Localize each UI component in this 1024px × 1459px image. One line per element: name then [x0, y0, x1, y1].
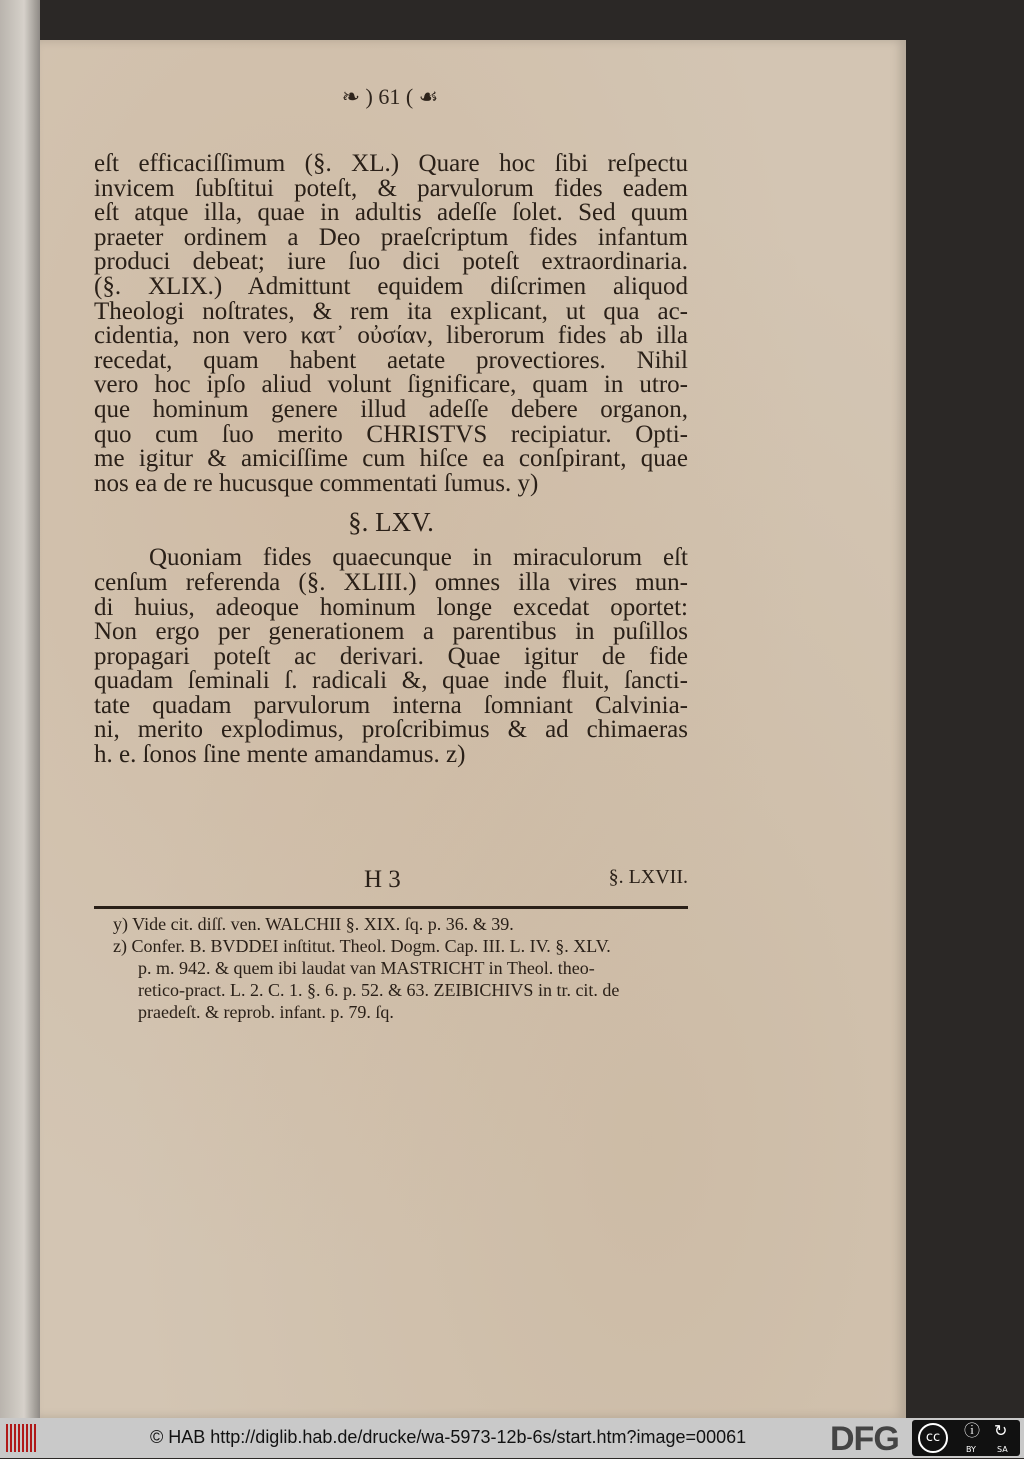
text-line: invicem ſubſtitui poteſt, & parvulorum fides eadem — [94, 174, 688, 202]
text-line: quo cum ſuo merito CHRISTVS recipiatur. Opti- — [94, 420, 688, 448]
sa-icon: ↻ — [994, 1421, 1008, 1440]
text-line: Theologi noſtrates, & rem ita explicant, ut qua ac- — [94, 297, 688, 325]
paragraph-2 — [94, 546, 688, 767]
text-line: praeter ordinem a Deo praeſcriptum fides infantum — [94, 223, 688, 251]
catchword: §. LXVII. — [608, 866, 688, 888]
sa-label: SA — [997, 1445, 1008, 1454]
text-line: quadam ſeminali ſ. radicali &, quae inde fluit, ſancti- — [94, 667, 688, 695]
text-line: eſt atque illa, quae in adultis adeſſe ſolet. Sed quum — [94, 199, 688, 227]
text-line: produci debeat; iure ſuo dici poteſt extraordinaria. — [94, 248, 688, 276]
hab-logo-icon — [6, 1424, 36, 1452]
text-line: Non ergo per generationem a parentibus in puſillos — [94, 618, 688, 646]
footnote-line: z) Confer. B. BVDDEI inſtitut. Theol. Dogm. Cap. III. L. IV. §. XLV. — [113, 936, 611, 956]
by-label: BY — [966, 1445, 976, 1454]
text-line: nos ea de re hucusque commentati ſumus. y) — [94, 469, 539, 497]
footnotes — [113, 913, 688, 1023]
by-icon: ⓘ — [964, 1421, 981, 1440]
text-line: Quoniam fides quaecunque in miraculorum eſt — [149, 544, 688, 572]
cc-icon: cc — [918, 1423, 948, 1453]
text-line: vero hoc ipſo aliud volunt ſignificare, quam in utro- — [94, 371, 688, 399]
page-number-header: ❧ ) 61 ( ☙ — [341, 84, 439, 109]
text-line: ni, merito explodimus, proſcribimus & ad chimaeras — [94, 716, 688, 744]
text-line: cidentia, non vero κατ᾽ οὐσίαν, liberorum fides ab illa — [94, 322, 688, 350]
previous-page-edge — [0, 0, 40, 1418]
dfg-logo: DFG — [830, 1420, 899, 1458]
text-line: di huius, adeoque hominum longe excedat oportet: — [94, 593, 688, 621]
footnote-line: y) Vide cit. diſſ. ven. WALCHII §. XIX. ſq. p. 36. & 39. — [113, 914, 514, 934]
text-line: que hominum genere illud adeſſe debere organon, — [94, 395, 688, 423]
footnote-line: p. m. 942. & quem ibi laudat van MASTRICHT in Theol. theo- — [138, 958, 595, 978]
section-title: §. LXV. — [348, 507, 434, 538]
text-line: h. e. ſonos ſine mente amandamus. z) — [94, 741, 466, 769]
cc-license-badge[interactable] — [912, 1420, 1020, 1456]
footnote-rule — [94, 906, 688, 909]
copyright-link[interactable]: © HAB http://diglib.hab.de/drucke/wa-5973-12b-6s/start.htm?image=00061 — [150, 1427, 747, 1447]
text-line: (§. XLIX.) Admittunt equidem diſcrimen aliquod — [94, 272, 688, 300]
text-line: propagari poteſt ac derivari. Quae igitur de fide — [94, 642, 688, 670]
page-bottom-line — [94, 866, 688, 896]
footnote-line: retico-pract. L. 2. C. 1. §. 6. p. 52. & 63. ZEIBICHIVS in tr. cit. de — [138, 980, 620, 1000]
main-text — [94, 152, 688, 768]
text-line: me igitur & amiciſſime cum hiſce ea conſpirant, quae — [94, 445, 688, 473]
viewer-footer-bar — [0, 1418, 1024, 1458]
footnote-line: praedeſt. & reprob. infant. p. 79. ſq. — [138, 1002, 394, 1022]
text-line: cenſum referenda (§. XLIII.) omnes illa vires mun- — [94, 568, 688, 596]
text-line: recedat, quam habent aetate provectiores. Nihil — [94, 346, 688, 374]
paragraph-1 — [94, 152, 688, 496]
signature-mark: H 3 — [364, 866, 401, 893]
text-line: eſt efficaciſſimum (§. XL.) Quare hoc ſibi reſpectu — [94, 150, 688, 177]
text-line: tate quadam parvulorum interna ſomniant Calvinia- — [94, 691, 688, 719]
